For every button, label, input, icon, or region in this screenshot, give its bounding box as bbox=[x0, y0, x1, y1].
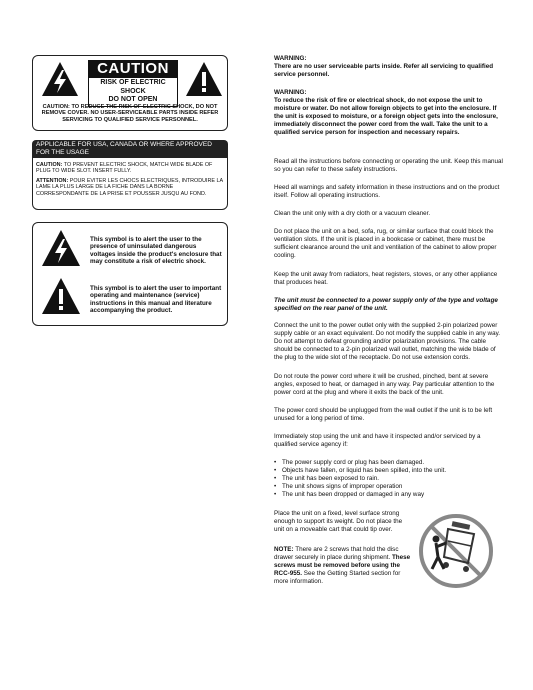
damage-list bbox=[274, 459, 504, 499]
cart-tip-over-icon bbox=[418, 513, 494, 589]
warning-2 bbox=[274, 89, 504, 137]
exclamation-warning-icon bbox=[184, 60, 224, 98]
caution-title: CAUTION bbox=[88, 60, 178, 78]
list-item: • The power supply cord or plug has been damaged. bbox=[274, 459, 504, 467]
para-power-supply: The unit must be connected to a power supply only of the type and voltage specified on the rear panel of the unit. bbox=[274, 297, 498, 312]
para-heat: Keep the unit away from radiators, heat registers, stoves, or any other appliance that produces heat. bbox=[274, 271, 498, 286]
warning-2-title: WARNING: bbox=[274, 89, 307, 96]
list-item: • Objects have fallen, or liquid has been spilled, into the unit. bbox=[274, 467, 504, 475]
para-placement: Do not place the unit on a bed, sofa, rug, or similar surface that could block the ventilation slots. If the unit is placed in a bookcase or cabinet, there must be sufficient clearance around the unit and ventilation of the cabinet to allow proper cooling. bbox=[274, 228, 497, 259]
warning-2-text: To reduce the risk of fire or electrical shock, do not expose the unit to moisture or water. Do not allow foreign objects to get into the enclosure. If the unit is exposed to moisture, or a foreign object gets into the enclosure, immediately disconnect the power cord from the wall. Take the unit to a qualified service person for inspection and necessary repairs. bbox=[274, 97, 498, 136]
warning-1 bbox=[274, 55, 504, 79]
lightning-symbol-text: This symbol is to alert the user to the presence of uninsulated dangerous voltages inside the product's enclosure that may constitute a risk of electric shock. bbox=[90, 236, 222, 265]
list-item: • The unit has been exposed to rain. bbox=[274, 475, 504, 483]
list-item: • The unit has been dropped or damaged in any way bbox=[274, 491, 504, 499]
para-read-instructions: Read all the instructions before connecting or operating the unit. Keep this manual so you can refer to these safety instructions. bbox=[274, 158, 503, 173]
lightning-warning-icon bbox=[40, 60, 80, 98]
caution-do-not-open: DO NOT OPEN bbox=[108, 96, 158, 103]
list-item: • The unit shows signs of improper operation bbox=[274, 483, 504, 491]
warning-1-title: WARNING: bbox=[274, 55, 307, 62]
exclamation-symbol-icon bbox=[40, 276, 82, 316]
para-unplug: The power cord should be unplugged from the wall outlet if the unit is to be left unused for a long period of time. bbox=[274, 407, 493, 422]
warning-1-text: There are no user serviceable parts inside. Refer all servicing to qualified service personnel. bbox=[274, 63, 494, 78]
lightning-symbol-icon bbox=[40, 228, 82, 268]
exclamation-symbol-text: This symbol is to alert the user to important operating and maintenance (service) instructions in this manual and literature accompanying the product. bbox=[90, 285, 222, 314]
caution-label bbox=[88, 60, 178, 107]
para-heed-warnings: Heed all warnings and safety information in these instructions and on the product itself. Follow all operating instructions. bbox=[274, 184, 500, 199]
usa-caution: CAUTION: TO PREVENT ELECTRIC SHOCK, MATCH WIDE BLADE OF PLUG TO WIDE SLOT. INSERT FULLY. bbox=[36, 162, 213, 175]
usa-attention: ATTENTION: POUR EVITER LES CHOCS ELECTRIQUES, INTRODUIRE LA LAME LA PLUS LARGE DE LA FICHE DANS LA BORNE CORRESPONDANTE DE LA PRISE ET POUSSER JUSQU AU FOND. bbox=[36, 178, 223, 197]
para-route-cord: Do not route the power cord where it will be crushed, pinched, bent at severe angles, exposed to heat, or damaged in any way. Pay particular attention to the power cord at the plug and where it exits the back of the unit. bbox=[274, 373, 495, 396]
para-level-surface: Place the unit on a fixed, level surface strong enough to support its weight. Do not place the unit on a moveable cart that could tip over. bbox=[274, 510, 403, 533]
para-stop-using: Immediately stop using the unit and have it inspected and/or serviced by a qualified service agency if: bbox=[274, 433, 481, 448]
caution-caption: CAUTION: TO REDUCE THE RISK OF ELECTRIC SHOCK, DO NOT REMOVE COVER. NO USER-SERVICEABLE PARTS INSIDE REFER SERVICING TO QUALIFIED SERVICE PERSONNEL. bbox=[41, 104, 219, 123]
caution-risk: RISK OF ELECTRIC SHOCK bbox=[100, 79, 166, 95]
para-connect: Connect the unit to the power outlet only with the supplied 2-pin polarized power supply cable or an exact equivalent. Do not modify the supplied cable in any way. Do not attempt to defeat grounding and/or polarization provisions. The cable should be connected to a 2-pin polarized wall outlet, matching the wide blade of the plug to the wide slot of the receptacle. Do not use extension cords. bbox=[274, 322, 501, 361]
para-note: NOTE: There are 2 screws that hold the disc drawer securely in place during shipment. These screws must be removed before using the RCC-955. See the Getting Started section for more information. bbox=[274, 546, 411, 585]
caution-sub bbox=[88, 78, 178, 107]
usa-header: APPLICABLE FOR USA, CANADA OR WHERE APPROVED FOR THE USAGE bbox=[32, 140, 228, 158]
para-clean: Clean the unit only with a dry cloth or a vacuum cleaner. bbox=[274, 210, 431, 217]
